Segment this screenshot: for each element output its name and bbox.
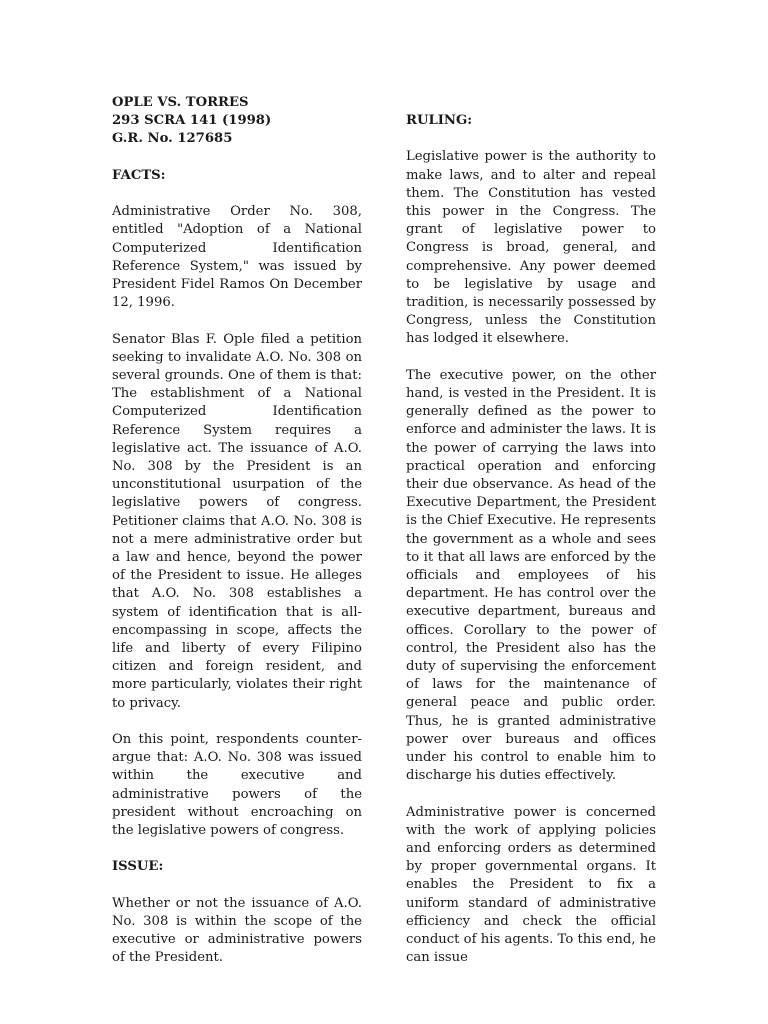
ruling-paragraph: Administrative power is concerned with the work of applying policies and enforcing orders as determined by proper governmental organs. It enables the President to fix a uniform standard of administrative efficiency and check the official conduct of his agents. To this end, he can issue bbox=[406, 804, 656, 966]
issue-heading: ISSUE: bbox=[112, 859, 164, 875]
facts-paragraph: Senator Blas F. Ople filed a petition seeking to invalidate A.O. No. 308 on several grounds. One of them is that: The establishment of a National Computerized Identification Reference System requires a legislative act. The issuance of A.O. No. 308 by the President is an unconstitutional usurpation of the legislative powers of congress. Petitioner claims that A.O. No. 308 is not a mere administrative order but a law and hence, beyond the power of the President to issue. He alleges that A.O. No. 308 establishes a system of identification that is all-encompassing in scope, affects the life and liberty of every Filipino citizen and foreign resident, and more particularly, violates their right to privacy. bbox=[112, 331, 362, 711]
facts-paragraph: Administrative Order No. 308, entitled "Adoption of a National Computerized Identification Reference System," was issued by President Fidel Ramos On December 12, 1996. bbox=[112, 204, 362, 311]
facts-paragraph: On this point, respondents counter-argue that: A.O. No. 308 was issued within the executive and administrative powers of the president without encroaching on the legislative powers of congress. bbox=[112, 732, 362, 839]
case-gr-number: G.R. No. 127685 bbox=[112, 131, 233, 147]
ruling-paragraph: The executive power, on the other hand, is vested in the President. It is generally defined as the power to enforce and administer the laws. It is the power of carrying the laws into practical operation and enforcing their due observance. As head of the Executive Department, the President is the Chief Executive. He represents the government as a whole and sees to it that all laws are enforced by the officials and employees of his department. He has control over the executive department, bureaus and offices. Corollary to the power of control, the President also has the duty of supervising the enforcement of laws for the maintenance of general peace and public order. Thus, he is granted administrative power over bureaus and offices under his control to enable him to discharge his duties effectively. bbox=[406, 367, 656, 784]
ruling-heading: RULING: bbox=[406, 113, 473, 128]
left-column bbox=[112, 94, 362, 968]
ruling-paragraph: Legislative power is the authority to make laws, and to alter and repeal them. The Constitution has vested this power in the Congress. The grant of legislative power to Congress is broad, general, and comprehensive. Any power deemed to be legislative by usage and tradition, is necessarily possessed by Congress, unless the Constitution has lodged it elsewhere. bbox=[406, 149, 656, 347]
case-citation: 293 SCRA 141 (1998) bbox=[112, 113, 272, 129]
case-title: OPLE VS. TORRES bbox=[112, 95, 249, 110]
right-column bbox=[406, 112, 656, 968]
facts-heading: FACTS: bbox=[112, 167, 166, 183]
issue-paragraph: Whether or not the issuance of A.O. No. 308 is within the scope of the executive or administrative powers of the President. bbox=[112, 895, 362, 966]
